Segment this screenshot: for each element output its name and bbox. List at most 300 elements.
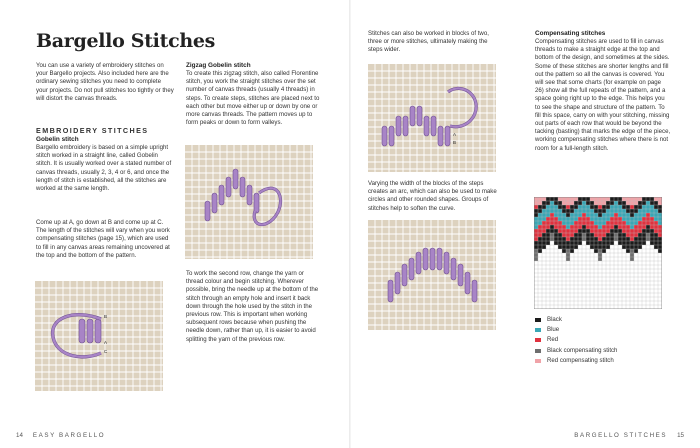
chart-cell [546,201,550,205]
chart-cell [630,205,634,209]
zigzag-paragraph-2: To work the second row, change the yarn or thread colour and begin stitching. Wherever possible, bring the needle up at the bottom of the stitch through an empty hole and insert it back down through the hole used by the stitch in the previous row. This is important when working subsequent rows because when pushing the needle down, rather than up, it is easier to avoid splitting the yarn of the previous row. [186,270,319,343]
chart-cell [646,205,650,209]
chart-cell [554,205,558,209]
chart-cell [562,245,566,249]
chart-cell [590,213,594,217]
chart-cell [550,229,554,233]
chart-cell [606,233,610,237]
chart-cell [562,205,566,209]
chart-cell [634,233,638,237]
chart-cell [630,257,634,261]
chart-cell [654,197,658,201]
chart-cell [594,245,598,249]
chart-cell [550,197,554,201]
chart-cell [658,213,662,217]
chart-cell [582,213,586,217]
chart-cell [606,197,610,201]
chart-cell [642,229,646,233]
chart-cell [598,241,602,245]
chart-cell [574,229,578,233]
chart-cell [630,241,634,245]
left-running-title: EASY BARGELLO [32,432,106,439]
chart-cell [590,245,594,249]
chart-cell [566,221,570,225]
chart-cell [578,221,582,225]
chart-cell [658,241,662,245]
intro-paragraph: You can use a variety of embroidery stitches on your Bargello projects. Also included here are the ordinary sewing stitches you need to complete your projects. Do not pull stitches too tightly or they will distort the canvas threads. [36,62,174,102]
chart-cell [626,225,630,229]
chart-cell [622,201,626,205]
chart-cell [570,221,574,225]
chart-cell [578,197,582,201]
chart-cell [574,225,578,229]
chart-cell [614,221,618,225]
chart-cell [654,213,658,217]
chart-cell [658,237,662,241]
gobelin-paragraph-1: Bargello embroidery is based on a simple upright stitch worked in a straight line, called Gobelin stitch. It is usually worked over a stated number of canvas threads, usually 2, 3, 4 or 6, and once the length of stitch is established, all the stitches are worked at the same length. [36,144,172,193]
chart-cell [614,197,618,201]
block-steps-illustration [368,64,496,172]
legend-swatch [535,349,541,353]
chart-cell [566,253,570,257]
chart-cell [570,205,574,209]
chart-cell [638,225,642,229]
chart-cell [654,229,658,233]
chart-cell [538,205,542,209]
chart-cell [630,221,634,225]
chart-cell [658,249,662,253]
chart-cell [562,213,566,217]
point-label-b: B [453,140,457,145]
chart-cell [550,233,554,237]
chart-cell [598,197,602,201]
chart-cell [594,217,598,221]
chart-cell [562,197,566,201]
chart-cell [534,233,538,237]
chart-cell [598,233,602,237]
chart-cell [554,225,558,229]
chart-cell [634,241,638,245]
chart-cell [598,213,602,217]
chart-cell [554,201,558,205]
chart-cell [534,249,538,253]
chart-cell [590,225,594,229]
chart-cell [558,221,562,225]
chart-cell [626,205,630,209]
chart-cell [606,229,610,233]
chart-cell [554,217,558,221]
chart-cell [546,221,550,225]
chart-cell [626,213,630,217]
chart-cell [626,229,630,233]
point-label-a: A [453,132,457,137]
chart-cell [618,233,622,237]
chart-cell [622,221,626,225]
chart-cell [566,257,570,261]
chart-cell [642,241,646,245]
chart-cell [594,209,598,213]
chart-cell [550,237,554,241]
chart-cell [538,241,542,245]
chart-cell [546,237,550,241]
chart-cell [650,197,654,201]
chart-cell [634,209,638,213]
chart-cell [654,241,658,245]
chart-cell [562,233,566,237]
chart-cell [654,221,658,225]
chart-cell [630,229,634,233]
chart-cell [658,229,662,233]
chart-cell [574,197,578,201]
chart-cell [606,213,610,217]
chart-cell [606,225,610,229]
chart-cell [630,213,634,217]
arc-illustration [368,220,496,330]
chart-cell [630,233,634,237]
chart-cell [638,213,642,217]
chart-cell [582,233,586,237]
chart-cell [562,217,566,221]
chart-cell [618,201,622,205]
chart-cell [566,225,570,229]
chart-cell [586,197,590,201]
chart-cell [638,201,642,205]
chart-cell [650,205,654,209]
chart-cell [534,205,538,209]
chart-cell [550,205,554,209]
chart-cell [558,213,562,217]
chart-cell [586,229,590,233]
chart-cell [590,205,594,209]
chart-cell [578,233,582,237]
chart-cell [622,245,626,249]
chart-cell [626,217,630,221]
chart-cell [602,241,606,245]
chart-cell [658,233,662,237]
chart-cell [562,237,566,241]
chart-cell [578,229,582,233]
chart-cell [542,245,546,249]
chart-cell [534,201,538,205]
chart-cell [566,205,570,209]
chart-cell [574,237,578,241]
chart-cell [650,201,654,205]
chart-cell [642,201,646,205]
left-footer [16,432,105,439]
chart-cell [542,209,546,213]
chart-cell [570,241,574,245]
chart-cell [566,217,570,221]
page-gutter [349,0,351,448]
chart-cell [626,233,630,237]
chart-cell [574,241,578,245]
chart-cell [638,245,642,249]
chart-cell [554,237,558,241]
chart-cell [586,209,590,213]
chart-cell [598,201,602,205]
chart-cell [534,225,538,229]
chart-cell [570,217,574,221]
chart-cell [566,229,570,233]
chart-cell [538,201,542,205]
chart-cell [650,233,654,237]
chart-cell [610,205,614,209]
chart-cell [634,217,638,221]
chart-cell [574,213,578,217]
chart-cell [634,205,638,209]
chart-cell [566,245,570,249]
chart-cell [594,197,598,201]
chart-cell [602,237,606,241]
chart-cell [594,229,598,233]
chart-cell [658,225,662,229]
chart-cell [558,205,562,209]
chart-cell [642,221,646,225]
chart-cell [654,209,658,213]
point-label-b: B [104,314,108,319]
chart-cell [642,225,646,229]
chart-cell [622,217,626,221]
chart-cell [570,233,574,237]
chart-cell [642,217,646,221]
chart-cell [610,221,614,225]
chart-cell [646,221,650,225]
chart-cell [646,209,650,213]
chart-cell [606,209,610,213]
chart-cell [610,233,614,237]
chart-cell [602,197,606,201]
chart-cell [542,225,546,229]
chart-cell [594,249,598,253]
chart-cell [598,253,602,257]
chart-cell [598,209,602,213]
chart-cell [606,237,610,241]
chart-cell [582,225,586,229]
chart-cell [642,233,646,237]
chart-cell [622,197,626,201]
chart-cell [538,233,542,237]
chart-cell [602,205,606,209]
chart-cell [558,245,562,249]
chart-cell [610,201,614,205]
chart-cell [542,221,546,225]
chart-cell [630,253,634,257]
chart-cell [578,201,582,205]
chart-cell [634,201,638,205]
chart-cell [630,197,634,201]
chart-cell [562,209,566,213]
chart-cell [618,221,622,225]
chart-cell [650,241,654,245]
chart-cell [606,205,610,209]
chart-cell [574,205,578,209]
chart-cell [582,197,586,201]
chart-cell [614,213,618,217]
chart-cell [558,225,562,229]
chart-cell [606,241,610,245]
chart-cell [610,213,614,217]
chart-cell [550,221,554,225]
chart-cell [622,229,626,233]
gobelin-heading: Gobelin stitch [36,136,79,143]
chart-cell [598,229,602,233]
chart-cell [538,249,542,253]
canvas-background [368,220,496,330]
chart-cell [538,229,542,233]
chart-cell [542,197,546,201]
chart-cell [574,209,578,213]
chart-cell [570,201,574,205]
chart-cell [558,237,562,241]
chart-cell [634,197,638,201]
chart-cell [606,245,610,249]
chart-cell [578,209,582,213]
chart-cell [534,213,538,217]
chart-cell [570,237,574,241]
chart-cell [582,205,586,209]
chart-cell [658,221,662,225]
chart-cell [582,237,586,241]
chart-cell [546,241,550,245]
chart-cell [610,229,614,233]
chart-cell [630,249,634,253]
chart-cell [638,209,642,213]
gobelin-paragraph-2: Come up at A, go down at B and come up at C. The length of the stitches will vary when you work compensating stitches (page 15), which are used to fill in any canvas areas remaining uncovered at the top and the bottom of the pattern. [36,219,170,259]
chart-cell [614,201,618,205]
chart-cell [650,209,654,213]
chart-cell [638,229,642,233]
chart-cell [586,233,590,237]
chart-cell [594,221,598,225]
chart-cell [634,225,638,229]
chart-cell [634,213,638,217]
chart-cell [534,253,538,257]
chart-cell [642,197,646,201]
chart-cell [582,209,586,213]
zigzag-paragraph-1: To create this zigzag stitch, also called Florentine stitch, you work the straight stitches over the set number of canvas threads (usually 4 threads) in steps. To create steps, stitches are placed next to each other but move either up or down by one or more canvas threads. The pattern moves up to form peaks or down to form valleys. [186,70,320,127]
chart-cell [550,217,554,221]
chart-cell [534,257,538,261]
chart-cell [630,201,634,205]
chart-cell [626,197,630,201]
chart-cell [542,229,546,233]
chart-cell [626,201,630,205]
chart-cell [646,213,650,217]
left-page-number: 14 [16,432,23,439]
blocks-paragraph: Stitches can also be worked in blocks of two, three or more stitches, ultimately making the steps wider. [368,30,489,54]
chart-cell [562,201,566,205]
zigzag-stitch-illustration [185,145,313,259]
right-footer [574,432,684,439]
chart-cell [558,233,562,237]
chart-cell [646,233,650,237]
chart-cell [574,201,578,205]
chart-cell [602,225,606,229]
chart-cell [614,205,618,209]
chart-cell [558,229,562,233]
chart-cell [622,241,626,245]
chart-cell [546,213,550,217]
chart-cell [546,233,550,237]
chart-cell [614,229,618,233]
chart-cell [658,201,662,205]
chart-cell [594,201,598,205]
chart-cell [642,237,646,241]
chart-cell [598,257,602,261]
legend-swatch [535,338,541,342]
chart-cell [566,237,570,241]
chart-cell [650,237,654,241]
chart-cell [630,217,634,221]
chart-cell [554,197,558,201]
chart-cell [534,217,538,221]
chart-cell [618,209,622,213]
chart-cell [638,217,642,221]
chart-cell [582,221,586,225]
chart-cell [558,241,562,245]
chart-cell [578,205,582,209]
bargello-chart-grid [534,197,662,309]
chart-cell [626,221,630,225]
chart-cell [586,221,590,225]
right-page-number: 15 [677,432,684,439]
compensating-paragraph: Compensating stitches are used to fill in canvas threads to make a straight edge at the top and bottom of the design, and sometimes at the sides. Some of these stitches are shorter lengths and fill out the pattern so all the canvas is covered. You will see that some charts (for example on page 26) show all the full repeats of the pattern, and a space going right up to the edge. This helps you to see the shape and structure of the pattern. To fill this space, carry on with your stitching, missing out parts of each row that would be beyond the tacking (basting) that marks the edge of the piece, working compensating stitches where there is not room for a full-length stitch. [535,38,671,152]
chart-cell [622,225,626,229]
chart-cell [578,241,582,245]
right-running-title: BARGELLO STITCHES [574,432,668,439]
chart-cell [622,233,626,237]
chart-cell [634,245,638,249]
chart-cell [570,245,574,249]
chart-cell [654,205,658,209]
chart-cell [602,221,606,225]
chart-cell [582,201,586,205]
chart-cell [562,221,566,225]
chart-cell [658,209,662,213]
chart-cell [614,217,618,221]
chart-cell [654,245,658,249]
chart-cell [638,237,642,241]
chart-cell [638,221,642,225]
chart-cell [622,237,626,241]
chart-cell [602,229,606,233]
chart-cell [558,201,562,205]
chart-cell [634,237,638,241]
legend-label: Black [547,316,562,323]
chart-cell [594,237,598,241]
chart-cell [554,213,558,217]
chart-cell [602,249,606,253]
gobelin-stitch-illustration [35,281,163,391]
chart-cell [570,209,574,213]
chart-cell [618,241,622,245]
chart-cell [602,217,606,221]
chart-cell [566,213,570,217]
chart-cell [630,209,634,213]
chart-cell [646,229,650,233]
chart-cell [614,225,618,229]
chart-cell [538,209,542,213]
gobelin-stitches [79,319,101,343]
legend-label: Black compensating stitch [547,346,618,354]
chart-cell [534,197,538,201]
chart-cell [598,225,602,229]
chart-cell [610,237,614,241]
chart-cell [590,201,594,205]
section-heading: EMBROIDERY STITCHES [36,126,149,135]
chart-cell [614,209,618,213]
chart-cell [538,237,542,241]
